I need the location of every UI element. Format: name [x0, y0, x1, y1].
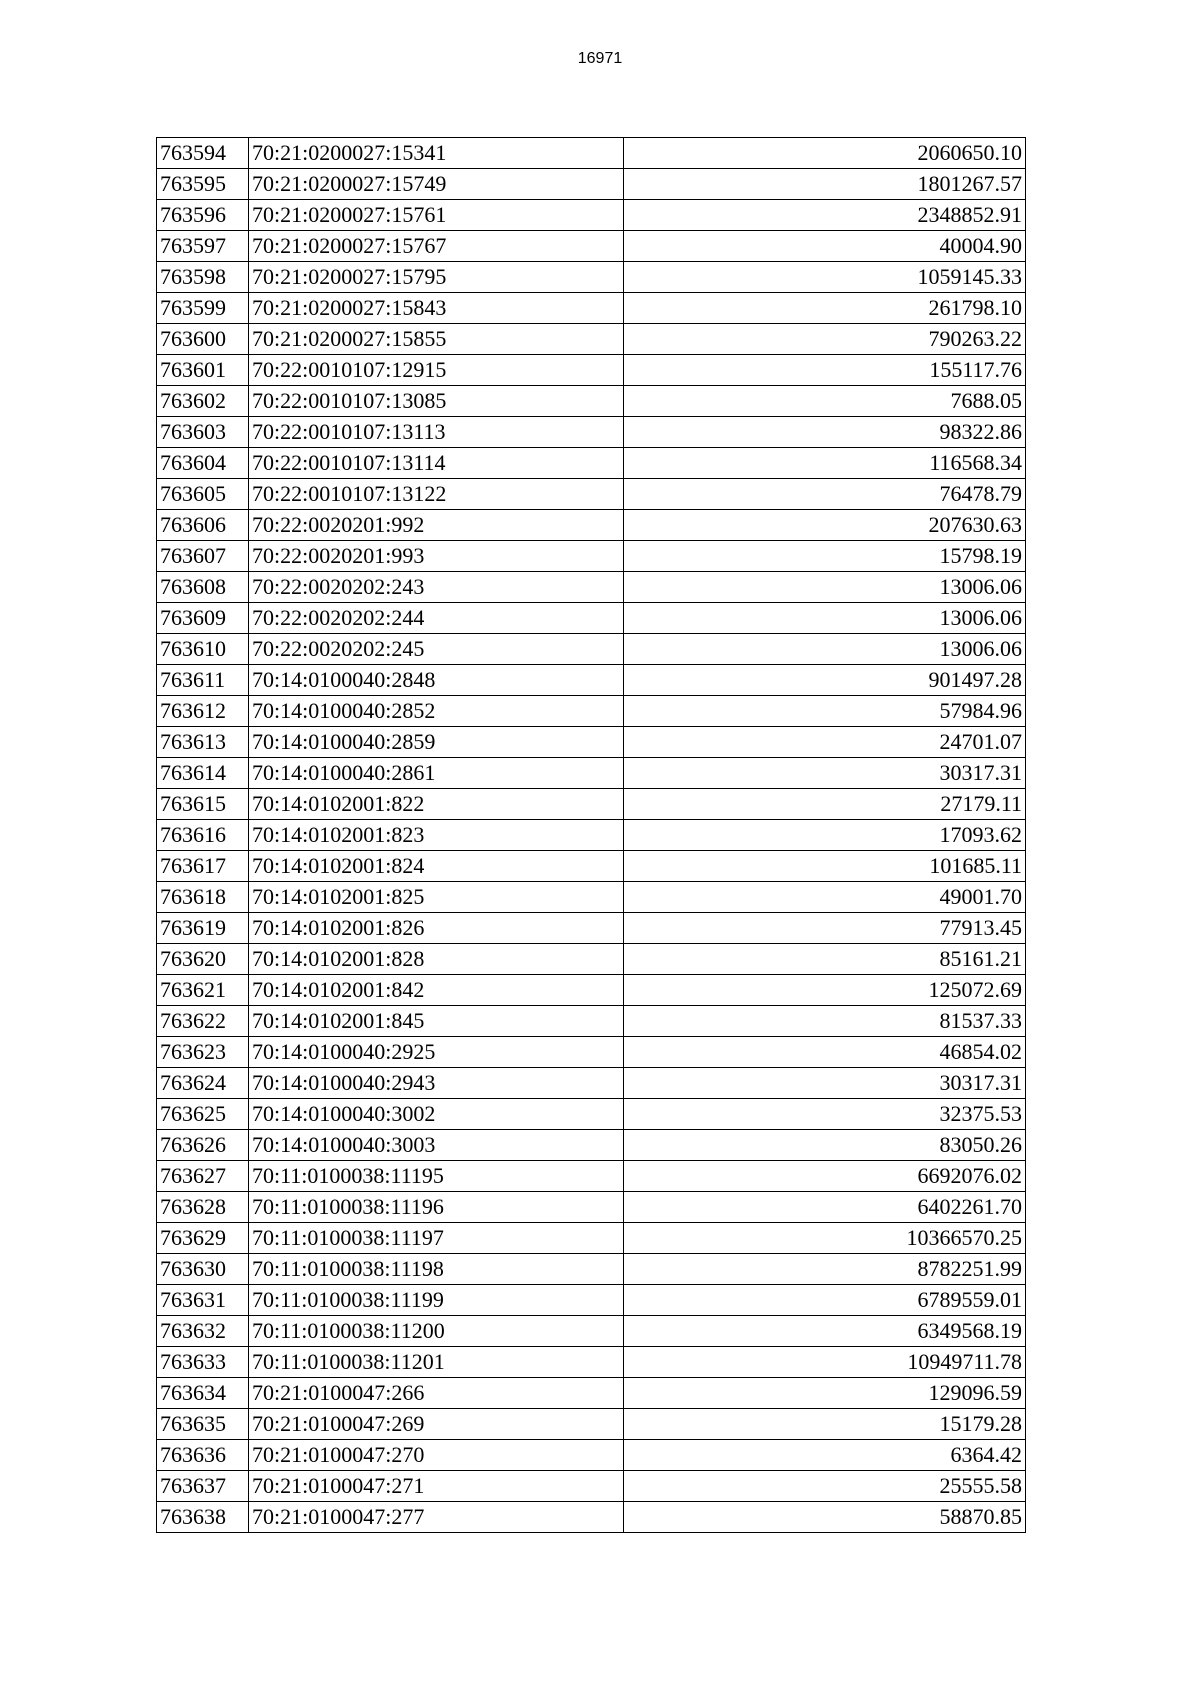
- value-cell: 6789559.01: [624, 1285, 1026, 1316]
- cadastral-number-cell: 70:14:0100040:2943: [249, 1068, 624, 1099]
- row-id-cell: 763610: [157, 634, 249, 665]
- value-cell: 24701.07: [624, 727, 1026, 758]
- row-id-cell: 763594: [157, 138, 249, 169]
- row-id-cell: 763623: [157, 1037, 249, 1068]
- cadastral-number-cell: 70:21:0200027:15855: [249, 324, 624, 355]
- value-cell: 116568.34: [624, 448, 1026, 479]
- cadastral-number-cell: 70:11:0100038:11198: [249, 1254, 624, 1285]
- value-cell: 8782251.99: [624, 1254, 1026, 1285]
- table-row: [157, 913, 1026, 944]
- value-cell: 49001.70: [624, 882, 1026, 913]
- cadastral-number-cell: 70:21:0200027:15843: [249, 293, 624, 324]
- table-row: [157, 293, 1026, 324]
- value-cell: 83050.26: [624, 1130, 1026, 1161]
- row-id-cell: 763604: [157, 448, 249, 479]
- table-row: [157, 1099, 1026, 1130]
- row-id-cell: 763632: [157, 1316, 249, 1347]
- row-id-cell: 763617: [157, 851, 249, 882]
- cadastral-number-cell: 70:11:0100038:11200: [249, 1316, 624, 1347]
- cadastral-number-cell: 70:21:0100047:271: [249, 1471, 624, 1502]
- table-row: [157, 262, 1026, 293]
- cadastral-number-cell: 70:14:0102001:828: [249, 944, 624, 975]
- value-cell: 1059145.33: [624, 262, 1026, 293]
- cadastral-number-cell: 70:14:0100040:3003: [249, 1130, 624, 1161]
- value-cell: 790263.22: [624, 324, 1026, 355]
- table-row: [157, 448, 1026, 479]
- row-id-cell: 763637: [157, 1471, 249, 1502]
- row-id-cell: 763618: [157, 882, 249, 913]
- table-row: [157, 1440, 1026, 1471]
- row-id-cell: 763597: [157, 231, 249, 262]
- cadastral-number-cell: 70:22:0010107:13114: [249, 448, 624, 479]
- row-id-cell: 763603: [157, 417, 249, 448]
- row-id-cell: 763596: [157, 200, 249, 231]
- row-id-cell: 763607: [157, 541, 249, 572]
- table-row: [157, 1316, 1026, 1347]
- cadastral-number-cell: 70:11:0100038:11201: [249, 1347, 624, 1378]
- table-row: [157, 572, 1026, 603]
- value-cell: 10366570.25: [624, 1223, 1026, 1254]
- table-row: [157, 789, 1026, 820]
- value-cell: 207630.63: [624, 510, 1026, 541]
- cadastral-number-cell: 70:11:0100038:11195: [249, 1161, 624, 1192]
- value-cell: 30317.31: [624, 758, 1026, 789]
- row-id-cell: 763598: [157, 262, 249, 293]
- table-row: [157, 1037, 1026, 1068]
- row-id-cell: 763605: [157, 479, 249, 510]
- row-id-cell: 763616: [157, 820, 249, 851]
- value-cell: 46854.02: [624, 1037, 1026, 1068]
- table-row: [157, 386, 1026, 417]
- value-cell: 2348852.91: [624, 200, 1026, 231]
- value-cell: 129096.59: [624, 1378, 1026, 1409]
- table-row: [157, 634, 1026, 665]
- value-cell: 15798.19: [624, 541, 1026, 572]
- table-row: [157, 727, 1026, 758]
- cadastral-number-cell: 70:14:0100040:2861: [249, 758, 624, 789]
- table-row: [157, 200, 1026, 231]
- row-id-cell: 763612: [157, 696, 249, 727]
- row-id-cell: 763636: [157, 1440, 249, 1471]
- cadastral-number-cell: 70:21:0200027:15749: [249, 169, 624, 200]
- table-row: [157, 1254, 1026, 1285]
- row-id-cell: 763601: [157, 355, 249, 386]
- row-id-cell: 763634: [157, 1378, 249, 1409]
- table-row: [157, 820, 1026, 851]
- table-row: [157, 975, 1026, 1006]
- row-id-cell: 763614: [157, 758, 249, 789]
- row-id-cell: 763608: [157, 572, 249, 603]
- row-id-cell: 763631: [157, 1285, 249, 1316]
- cadastral-number-cell: 70:22:0020201:992: [249, 510, 624, 541]
- cadastral-number-cell: 70:14:0102001:845: [249, 1006, 624, 1037]
- table-row: [157, 603, 1026, 634]
- cadastral-number-cell: 70:14:0100040:2848: [249, 665, 624, 696]
- table-row: [157, 1378, 1026, 1409]
- cadastral-number-cell: 70:14:0102001:824: [249, 851, 624, 882]
- value-cell: 17093.62: [624, 820, 1026, 851]
- row-id-cell: 763630: [157, 1254, 249, 1285]
- value-cell: 101685.11: [624, 851, 1026, 882]
- table-row: [157, 1006, 1026, 1037]
- value-cell: 10949711.78: [624, 1347, 1026, 1378]
- cadastral-number-cell: 70:21:0100047:270: [249, 1440, 624, 1471]
- value-cell: 15179.28: [624, 1409, 1026, 1440]
- cadastral-number-cell: 70:11:0100038:11196: [249, 1192, 624, 1223]
- cadastral-number-cell: 70:14:0100040:2859: [249, 727, 624, 758]
- cadastral-number-cell: 70:22:0020202:245: [249, 634, 624, 665]
- table-row: [157, 1502, 1026, 1533]
- cadastral-number-cell: 70:21:0100047:266: [249, 1378, 624, 1409]
- value-cell: 901497.28: [624, 665, 1026, 696]
- cadastral-number-cell: 70:11:0100038:11197: [249, 1223, 624, 1254]
- row-id-cell: 763606: [157, 510, 249, 541]
- table-row: [157, 1471, 1026, 1502]
- value-cell: 261798.10: [624, 293, 1026, 324]
- cadastral-number-cell: 70:21:0100047:269: [249, 1409, 624, 1440]
- cadastral-number-cell: 70:14:0102001:822: [249, 789, 624, 820]
- cadastral-number-cell: 70:22:0020202:243: [249, 572, 624, 603]
- row-id-cell: 763621: [157, 975, 249, 1006]
- row-id-cell: 763633: [157, 1347, 249, 1378]
- value-cell: 77913.45: [624, 913, 1026, 944]
- registry-table: [156, 137, 1026, 1533]
- row-id-cell: 763624: [157, 1068, 249, 1099]
- row-id-cell: 763615: [157, 789, 249, 820]
- value-cell: 76478.79: [624, 479, 1026, 510]
- table-row: [157, 1347, 1026, 1378]
- value-cell: 1801267.57: [624, 169, 1026, 200]
- cadastral-number-cell: 70:22:0020202:244: [249, 603, 624, 634]
- table-row: [157, 1285, 1026, 1316]
- row-id-cell: 763611: [157, 665, 249, 696]
- row-id-cell: 763619: [157, 913, 249, 944]
- cadastral-number-cell: 70:22:0010107:12915: [249, 355, 624, 386]
- cadastral-number-cell: 70:22:0010107:13113: [249, 417, 624, 448]
- value-cell: 27179.11: [624, 789, 1026, 820]
- cadastral-number-cell: 70:14:0102001:825: [249, 882, 624, 913]
- cadastral-number-cell: 70:22:0010107:13085: [249, 386, 624, 417]
- table-row: [157, 1130, 1026, 1161]
- value-cell: 6402261.70: [624, 1192, 1026, 1223]
- value-cell: 58870.85: [624, 1502, 1026, 1533]
- row-id-cell: 763609: [157, 603, 249, 634]
- row-id-cell: 763600: [157, 324, 249, 355]
- row-id-cell: 763613: [157, 727, 249, 758]
- value-cell: 2060650.10: [624, 138, 1026, 169]
- table-row: [157, 1161, 1026, 1192]
- value-cell: 13006.06: [624, 634, 1026, 665]
- cadastral-number-cell: 70:21:0200027:15767: [249, 231, 624, 262]
- row-id-cell: 763635: [157, 1409, 249, 1440]
- value-cell: 13006.06: [624, 603, 1026, 634]
- row-id-cell: 763627: [157, 1161, 249, 1192]
- registry-table-body: [157, 138, 1026, 1533]
- row-id-cell: 763629: [157, 1223, 249, 1254]
- table-row: [157, 1192, 1026, 1223]
- table-row: [157, 665, 1026, 696]
- cadastral-number-cell: 70:21:0100047:277: [249, 1502, 624, 1533]
- value-cell: 30317.31: [624, 1068, 1026, 1099]
- table-row: [157, 231, 1026, 262]
- row-id-cell: 763622: [157, 1006, 249, 1037]
- value-cell: 85161.21: [624, 944, 1026, 975]
- cadastral-number-cell: 70:14:0100040:2852: [249, 696, 624, 727]
- cadastral-number-cell: 70:14:0100040:3002: [249, 1099, 624, 1130]
- table-row: [157, 355, 1026, 386]
- cadastral-number-cell: 70:21:0200027:15341: [249, 138, 624, 169]
- cadastral-number-cell: 70:14:0102001:826: [249, 913, 624, 944]
- value-cell: 25555.58: [624, 1471, 1026, 1502]
- value-cell: 81537.33: [624, 1006, 1026, 1037]
- value-cell: 6692076.02: [624, 1161, 1026, 1192]
- table-row: [157, 1068, 1026, 1099]
- table-row: [157, 882, 1026, 913]
- table-row: [157, 851, 1026, 882]
- table-row: [157, 479, 1026, 510]
- cadastral-number-cell: 70:22:0020201:993: [249, 541, 624, 572]
- value-cell: 57984.96: [624, 696, 1026, 727]
- value-cell: 98322.86: [624, 417, 1026, 448]
- row-id-cell: 763625: [157, 1099, 249, 1130]
- table-row: [157, 1409, 1026, 1440]
- row-id-cell: 763599: [157, 293, 249, 324]
- table-row: [157, 541, 1026, 572]
- cadastral-number-cell: 70:21:0200027:15795: [249, 262, 624, 293]
- table-row: [157, 510, 1026, 541]
- table-row: [157, 696, 1026, 727]
- value-cell: 125072.69: [624, 975, 1026, 1006]
- row-id-cell: 763628: [157, 1192, 249, 1223]
- cadastral-number-cell: 70:22:0010107:13122: [249, 479, 624, 510]
- value-cell: 7688.05: [624, 386, 1026, 417]
- row-id-cell: 763620: [157, 944, 249, 975]
- cadastral-number-cell: 70:14:0102001:823: [249, 820, 624, 851]
- value-cell: 6349568.19: [624, 1316, 1026, 1347]
- value-cell: 32375.53: [624, 1099, 1026, 1130]
- cadastral-number-cell: 70:11:0100038:11199: [249, 1285, 624, 1316]
- cadastral-number-cell: 70:14:0102001:842: [249, 975, 624, 1006]
- row-id-cell: 763626: [157, 1130, 249, 1161]
- value-cell: 13006.06: [624, 572, 1026, 603]
- page-number: 16971: [577, 50, 623, 67]
- table-row: [157, 758, 1026, 789]
- row-id-cell: 763638: [157, 1502, 249, 1533]
- table-row: [157, 324, 1026, 355]
- value-cell: 155117.76: [624, 355, 1026, 386]
- table-row: [157, 1223, 1026, 1254]
- cadastral-number-cell: 70:21:0200027:15761: [249, 200, 624, 231]
- row-id-cell: 763595: [157, 169, 249, 200]
- cadastral-number-cell: 70:14:0100040:2925: [249, 1037, 624, 1068]
- value-cell: 6364.42: [624, 1440, 1026, 1471]
- table-row: [157, 169, 1026, 200]
- row-id-cell: 763602: [157, 386, 249, 417]
- table-row: [157, 417, 1026, 448]
- table-row: [157, 138, 1026, 169]
- table-row: [157, 944, 1026, 975]
- value-cell: 40004.90: [624, 231, 1026, 262]
